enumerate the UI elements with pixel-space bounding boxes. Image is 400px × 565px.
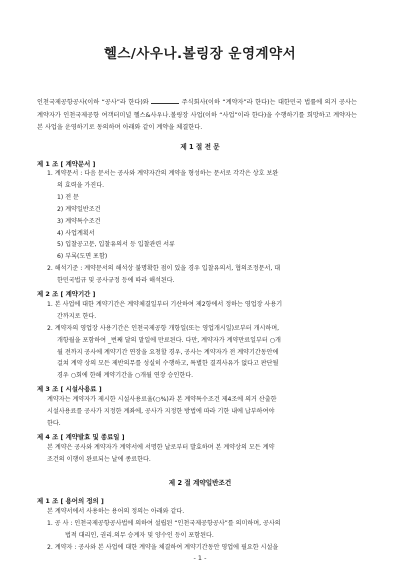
document-title: 헬스/사우나.볼링장 운영계약서 (103, 46, 297, 62)
article-line: 1. 계약문서 : 다음 문서는 공사와 계약자간의 계약을 형성하는 문서로 각각은 상호 보완 (47, 170, 279, 177)
article-line: 1. 본 사업에 대한 계약기간은 계약체결일부터 기산하여 제2항에서 정하는 영업장 사용기 (47, 301, 283, 308)
chapter-heading-preamble: 제 1 절 전 문 (180, 143, 220, 151)
article-line: 계약자는 계약자가 제시한 시설사용료율(○%)과 본 계약특수조건 제4조에 의거 산출한 (47, 396, 277, 403)
article-heading-contract-documents: 제 1 조 [ 계약문서 ] (37, 160, 96, 168)
article-line: 법적 대리인, 권리.의무 승계자 및 양수인 등이 포함된다. (65, 532, 214, 539)
intro-text-part1: 인천국제공항공사(이하 “공사”라 한다)와 (37, 99, 152, 106)
article-heading-facility-fee: 제 3 조 [ 시설사용료 ] (37, 385, 102, 393)
article-line: 본 계약은 공사와 계약자가 계약서에 서명한 날로부터 발효하며 본 계약상의 모든 계약 (47, 444, 275, 451)
article-line: 2. 계약자의 영업장 사용기간은 인천국제공항 개항일(또는 영업개시일)로부터 개시하며, (47, 325, 280, 332)
article-line: 조건의 이행이 완료되는 날에 종료한다. (47, 456, 151, 463)
article-line: 1) 전 문 (57, 194, 79, 201)
article-line: 개항월을 포함하여 _번째 달의 말일에 만료된다. 다만, 계약자가 계약만료일부터 ○개 (57, 337, 281, 344)
article-line: 월 전까지 공사에 계약기간 연장을 요청할 경우, 공사는 계약자가 전 계약기간동안에 (57, 349, 279, 356)
article-line: 의 효력을 가진다. (57, 182, 105, 189)
chapter-heading-general-conditions: 제 2 절 계약일반조건 (168, 479, 232, 487)
article-heading-contract-period: 제 2 조 [ 계약기간 ] (37, 290, 96, 298)
article-line: 본 계약서에서 사용하는 용어의 정의는 아래와 같다. (47, 508, 185, 515)
article-line: 5) 입찰공고문, 입찰유의서 등 입찰관련 서류 (57, 241, 175, 248)
article-heading-effective-date: 제 4 조 [ 계약발효 및 종료일 ] (37, 433, 125, 441)
article-heading-definitions: 제 1 조 [ 용어의 정의 ] (37, 497, 104, 505)
article-line: 2) 계약일반조건 (57, 206, 101, 213)
article-line: 간까지로 한다. (57, 313, 97, 320)
blank-line (151, 97, 179, 104)
article-line: 2. 해석기준 : 계약문서의 해석상 불명확한 점이 있을 경우 입찰유의서, 협의조정문서, 대 (47, 265, 281, 272)
article-line: 경우 ○회에 한해 계약기간을 ○개월 연장 승인한다. (57, 372, 194, 379)
article-line: 6) 부록(도면 포함) (57, 253, 108, 260)
article-line: 한민국법규 및 공사규정 등에 따라 해석된다. (57, 277, 175, 284)
article-line: 시설사용료를 공사가 지정한 계좌에, 공사가 지정한 방법에 따라 기한 내에 납부하여야 (47, 408, 275, 415)
intro-paragraph (37, 97, 357, 135)
intro-text-part2: 주식회사(이하 “계약자”라 한다)는 대한민국 법률에 의거 공사는 계약자가 인천국제공항 여객터미널 헬스&사우나.볼링장 사업(이하 “사업”이라 한다)을 수행하기를 희망하고 계약자는 본 사업을 운영하기로 동의하며 아래와 같이 계약을 체결한다. (37, 99, 357, 131)
article-line: 4) 사업계획서 (57, 230, 95, 237)
page-number: - 1 - (193, 554, 207, 562)
article-line: 한다. (47, 420, 61, 427)
article-line: 3) 계약특수조건 (57, 218, 101, 225)
article-line: 걸쳐 계약 상의 모든 제반의무를 성실히 수행하고, 특별한 결격사유가 없다고 판단될 (57, 360, 279, 367)
article-line: 2. 계약자 : 공사와 본 사업에 대한 계약을 체결하여 계약기간동안 영업에 필요한 시설을 (47, 544, 279, 551)
article-line: 1. 공 사 : 인천국제공항공사법에 의하여 설립된 “인천국제공항공사”를 의미하며, 공사의 (47, 520, 281, 527)
